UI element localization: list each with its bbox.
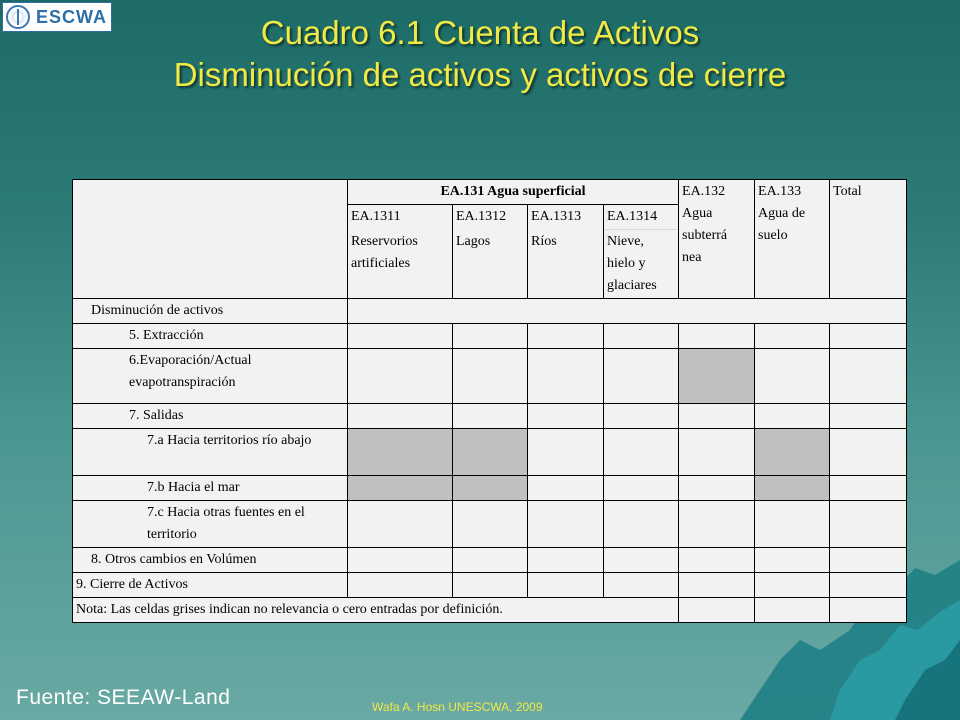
col-name-ea1312 bbox=[453, 230, 528, 299]
cell-grey bbox=[348, 429, 453, 476]
cell bbox=[348, 548, 453, 573]
note-row bbox=[73, 598, 907, 623]
cell bbox=[528, 404, 604, 429]
cell bbox=[528, 349, 604, 404]
cell bbox=[604, 429, 679, 476]
col-code-ea1314: EA.1314 bbox=[604, 205, 679, 230]
cell bbox=[528, 501, 604, 548]
col-name-ea1311 bbox=[348, 230, 453, 299]
cell bbox=[830, 573, 907, 598]
cell bbox=[830, 501, 907, 548]
cell bbox=[830, 349, 907, 404]
cell bbox=[453, 548, 528, 573]
group-header-surface-water: EA.131 Agua superficial bbox=[348, 180, 679, 205]
cell bbox=[830, 476, 907, 501]
cell bbox=[604, 573, 679, 598]
col-header-total bbox=[830, 180, 907, 299]
cell bbox=[348, 404, 453, 429]
cell bbox=[679, 429, 755, 476]
cell bbox=[830, 548, 907, 573]
header-blank-cell bbox=[73, 180, 348, 299]
row-label-7c: 7.c Hacia otras fuentes en el territorio bbox=[73, 501, 348, 548]
col-code-ea1312: EA.1312 bbox=[453, 205, 528, 230]
cell bbox=[453, 324, 528, 349]
col-header-text: Agua bbox=[682, 206, 713, 221]
col-header-text: nea bbox=[682, 250, 702, 265]
cell bbox=[755, 349, 830, 404]
table-note: Nota: Las celdas grises indican no relevancia o cero entradas por definición. bbox=[73, 598, 679, 623]
cell-grey bbox=[453, 429, 528, 476]
row-label-7b: 7.b Hacia el mar bbox=[73, 476, 348, 501]
row-label-cierre: 9. Cierre de Activos bbox=[73, 573, 348, 598]
cell-grey bbox=[348, 476, 453, 501]
row-label-otros-cambios: 8. Otros cambios en Volúmen bbox=[73, 548, 348, 573]
cell bbox=[604, 501, 679, 548]
cell bbox=[453, 501, 528, 548]
col-header-text: Agua de bbox=[758, 206, 806, 221]
cell bbox=[755, 598, 830, 623]
col-name-text: Reservorios bbox=[351, 233, 418, 249]
cell bbox=[453, 404, 528, 429]
col-name-text: Nieve, bbox=[607, 234, 644, 249]
table-row bbox=[73, 324, 907, 349]
col-name-text: glaciares bbox=[607, 278, 657, 293]
title-line-2: Disminución de activos y activos de cierre bbox=[173, 56, 787, 93]
table-row bbox=[73, 429, 907, 476]
table-row bbox=[73, 299, 907, 324]
col-name-text: hielo y bbox=[607, 256, 646, 271]
col-name-text: artificiales bbox=[351, 255, 411, 271]
cell bbox=[528, 429, 604, 476]
cell bbox=[830, 404, 907, 429]
title-line-1: Cuadro 6.1 Cuenta de Activos bbox=[260, 14, 700, 51]
asset-account-table bbox=[72, 179, 907, 623]
col-code-ea1313: EA.1313 bbox=[528, 205, 604, 230]
col-header-text: EA.132 bbox=[682, 184, 726, 199]
cell bbox=[348, 501, 453, 548]
cell bbox=[679, 548, 755, 573]
col-header-text: suelo bbox=[758, 228, 788, 243]
cell bbox=[604, 349, 679, 404]
row-label-salidas: 7. Salidas bbox=[73, 404, 348, 429]
row-label-disminucion: Disminución de activos bbox=[73, 299, 348, 324]
footer-credit: Wafa A. Hosn UNESCWA, 2009 bbox=[372, 700, 543, 714]
cell bbox=[679, 501, 755, 548]
col-header-ea132 bbox=[679, 180, 755, 299]
cell bbox=[348, 324, 453, 349]
cell-grey bbox=[755, 429, 830, 476]
cell bbox=[528, 476, 604, 501]
cell bbox=[604, 324, 679, 349]
source-label: Fuente: SEEAW-Land bbox=[16, 686, 231, 709]
row-label-extraccion: 5. Extracción bbox=[73, 324, 348, 349]
cell bbox=[528, 548, 604, 573]
cell bbox=[679, 324, 755, 349]
cell bbox=[830, 324, 907, 349]
cell bbox=[679, 476, 755, 501]
row-label-7a: 7.a Hacia territorios río abajo bbox=[73, 429, 348, 476]
cell-grey bbox=[755, 476, 830, 501]
logo-text: ESCWA bbox=[36, 6, 108, 27]
header-row-1 bbox=[73, 180, 907, 205]
cell bbox=[830, 429, 907, 476]
slide-title bbox=[0, 12, 960, 96]
table-row bbox=[73, 573, 907, 598]
cell bbox=[604, 548, 679, 573]
col-name-text: Lagos bbox=[456, 233, 491, 249]
cell bbox=[755, 324, 830, 349]
table-row bbox=[73, 404, 907, 429]
cell bbox=[679, 598, 755, 623]
cell bbox=[604, 476, 679, 501]
cell bbox=[755, 548, 830, 573]
table-row bbox=[73, 501, 907, 548]
table-row bbox=[73, 548, 907, 573]
cell bbox=[453, 573, 528, 598]
col-code-ea1311: EA.1311 bbox=[348, 205, 453, 230]
col-name-ea1313 bbox=[528, 230, 604, 299]
cell-grey bbox=[453, 476, 528, 501]
cell bbox=[528, 573, 604, 598]
table-row bbox=[73, 349, 907, 404]
table-row bbox=[73, 476, 907, 501]
cell bbox=[755, 404, 830, 429]
cell bbox=[755, 573, 830, 598]
row-label-evaporacion: 6.Evaporación/Actual evapotranspiración bbox=[73, 349, 348, 404]
cell bbox=[755, 501, 830, 548]
col-name-ea1314 bbox=[604, 230, 679, 299]
row-cell-blank bbox=[348, 299, 907, 324]
col-header-ea133 bbox=[755, 180, 830, 299]
cell bbox=[348, 349, 453, 404]
col-name-text: Ríos bbox=[531, 233, 557, 249]
col-header-text: EA.133 bbox=[758, 184, 802, 199]
col-header-text: Total bbox=[833, 184, 862, 199]
cell bbox=[453, 349, 528, 404]
cell-grey bbox=[679, 349, 755, 404]
cell bbox=[348, 573, 453, 598]
cell bbox=[679, 404, 755, 429]
cell bbox=[830, 598, 907, 623]
cell bbox=[528, 324, 604, 349]
col-header-text: subterrá bbox=[682, 228, 728, 243]
cell bbox=[679, 573, 755, 598]
cell bbox=[604, 404, 679, 429]
